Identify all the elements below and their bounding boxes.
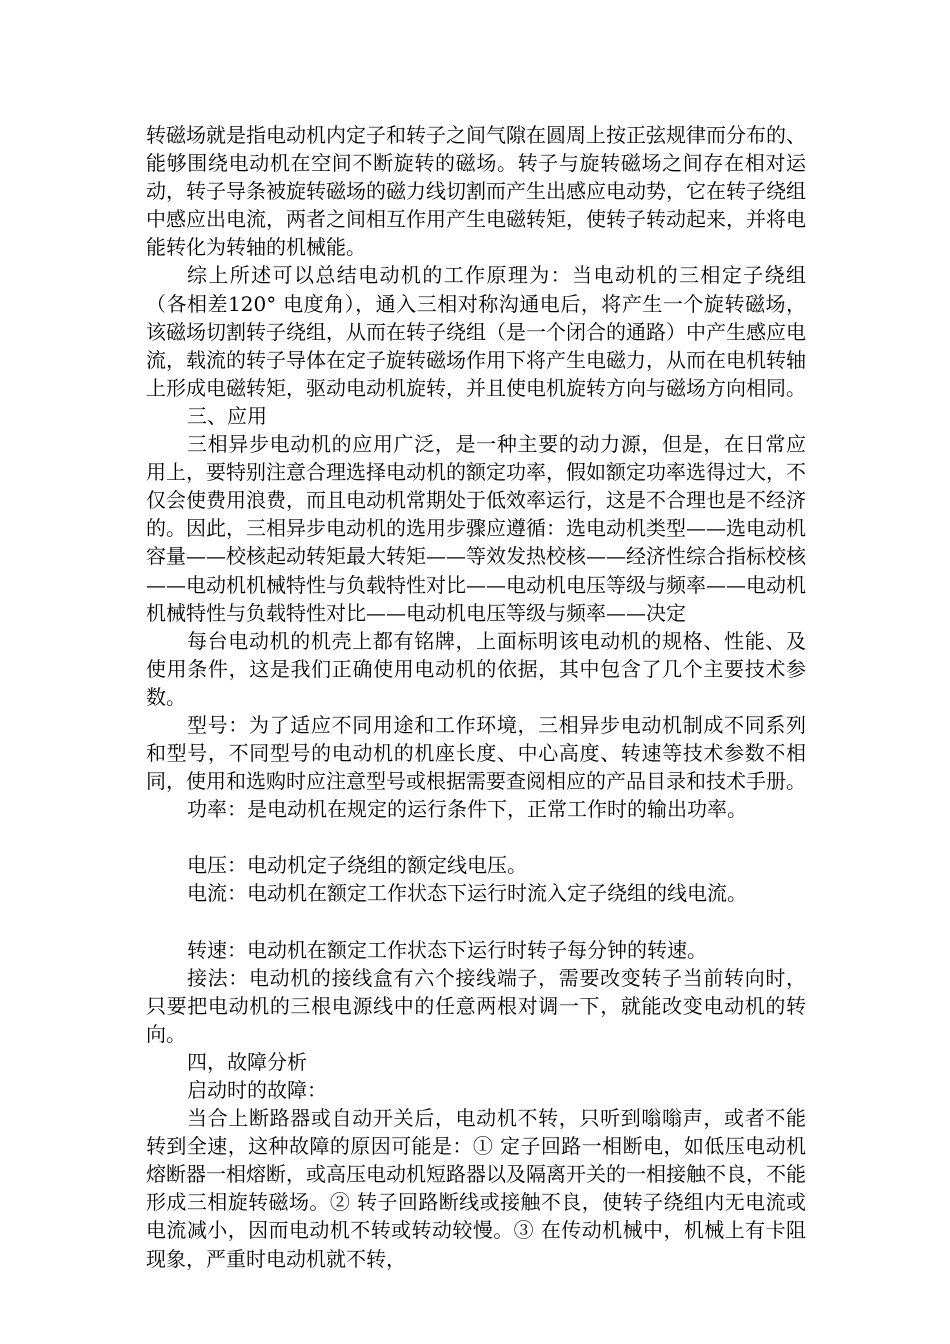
subheading-startup-faults: 启动时的故障： bbox=[187, 1078, 327, 1102]
paragraph-model: 型号：为了适应不同用途和工作环境，三相异步电动机制成不同系列和型号，不同型号的电动机的机座长度、中心高度、转速等技术参数不相同，使用和选购时应注意型号或根据需要查阅相应的产品目录和技术手册。 bbox=[146, 712, 806, 794]
paragraph-voltage: 电压：电动机定子绕组的额定线电压。 bbox=[187, 853, 527, 878]
paragraph-speed: 转速：电动机在额定工作状态下运行时转子每分钟的转速。 bbox=[187, 937, 707, 962]
paragraph-current: 电流：电动机在额定工作状态下运行时流入定子绕组的线电流。 bbox=[187, 881, 747, 906]
section-heading-application: 三、应用 bbox=[187, 403, 267, 428]
paragraph-application: 三相异步电动机的应用广泛，是一种主要的动力源，但是，在日常应用上，要特别注意合理选择电动机的额定功率，假如额定功率选得过大，不仅会使费用浪费，而且电动机常期处于低效率运行，这是不合理也是不经济的。因此，三相异步电动机的选用步骤应遵循：选电动机类型——选电动机容量——校核起动转矩最大转矩——等效发热校核——经济性综合指标校核——电动机机械特性与负载特性对比——电动机电压等级与频率——电动机机械特性与负载特性对比——电动机电压等级与频率——决定 bbox=[146, 432, 806, 625]
document-body bbox=[146, 121, 806, 1273]
paragraph-working-principle: 综上所述可以总结电动机的工作原理为：当电动机的三相定子绕组（各相差120° 电度角），通入三相对称沟通电后，将产生一个旋转磁场，该磁场切割转子绕组，从而在转子绕组（是一个闭合的通路）中产生感应电流，载流的转子导体在定子旋转磁场作用下将产生电磁力，从而在电机转轴上形成电磁转矩，驱动电动机旋转，并且使电机旋转方向与磁场方向相同。 bbox=[146, 263, 806, 400]
paragraph-power: 功率：是电动机在规定的运行条件下，正常工作时的输出功率。 bbox=[187, 797, 747, 822]
section-heading-fault-analysis: 四，故障分析 bbox=[187, 1049, 307, 1074]
paragraph-connection: 接法：电动机的接线盒有六个接线端子，需要改变转子当前转向时，只要把电动机的三根电源线中的任意两根对调一下，就能改变电动机的转向。 bbox=[146, 965, 806, 1046]
paragraph-startup-faults: 当合上断路器或自动开关后，电动机不转，只听到嗡嗡声，或者不能转到全速，这种故障的原因可能是：① 定子回路一相断电，如低压电动机熔断器一相熔断，或高压电动机短路器以及隔离开关的一相接触不良，不能形成三相旋转磁场。② 转子回路断线或接触不良，使转子绕组内无电流或电流减小，因而电动机不转或转动较慢。③ 在传动机械中，机械上有卡阻现象，严重时电动机就不转， bbox=[146, 1106, 806, 1271]
paragraph-rotating-field: 转磁场就是指电动机内定子和转子之间气隙在圆周上按正弦规律而分布的、能够围绕电动机在空间不断旋转的磁场。转子与旋转磁场之间存在相对运动，转子导条被旋转磁场的磁力线切割而产生出感应电动势，它在转子绕组中感应出电流，两者之间相互作用产生电磁转矩，使转子转动起来，并将电能转化为转轴的机械能。 bbox=[146, 123, 806, 260]
paragraph-nameplate: 每台电动机的机壳上都有铭牌，上面标明该电动机的规格、性能、及使用条件，这是我们正确使用电动机的依据，其中包含了几个主要技术参数。 bbox=[146, 628, 806, 709]
